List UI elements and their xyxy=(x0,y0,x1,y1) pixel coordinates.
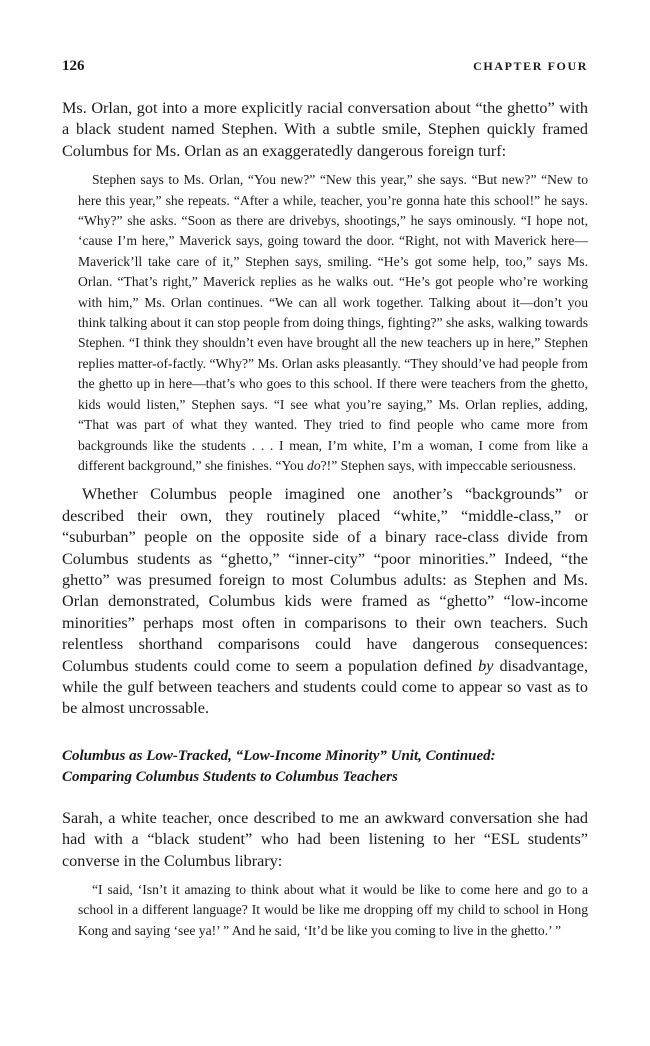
running-head xyxy=(62,58,588,80)
paragraph-text-end: disadvantage, while the gulf between teachers and students could come to appear so vast as to be almost uncrossable. xyxy=(62,656,588,718)
section-heading-line-2: Comparing Columbus Students to Columbus Teachers xyxy=(62,768,398,785)
quote-text: Stephen says to Ms. Orlan, “You new?” “New this year,” she says. “But new?” “New to here this year,” she repeats. “After a while, teacher, you’re gonna hate this school!” he says. “Why?” she asks. “Soon as there are drivebys, shootings,” he says ominously. “I hope not, ‘cause I’m here,” Maverick says, going toward the door. “Right, not with Maverick here—Maverick’ll take care of it,” Stephen says, smiling. “He’s got some help, too,” says Ms. Orlan. “That’s right,” Maverick replies as he walks out. “He’s got people who’re working with him,” Ms. Orlan continues. “We can all work together. Talking about it—don’t you think talking about it can stop people from doing things, fighting?” she asks, walking towards Stephen. “I think they shouldn’t even have brought all the new teachers up in here,” Stephen replies matter-of-factly. “Why?” Ms. Orlan asks pleasantly. “They should’ve had people from the ghetto up in here—that’s who goes to this school. If there were teachers from the ghetto, kids would listen,” Stephen says. “I see what you’re saying,” Ms. Orlan replies, adding, “That was part of what they wanted. They tried to find people who came more from backgrounds like the students . . . I mean, I’m white, I’m a woman, I come from like a different background,” she finishes. “You xyxy=(78,172,588,473)
block-quote-stephen xyxy=(78,170,588,476)
block-quote-sarah: “I said, ‘Isn’t it amazing to think about what it would be like to come here and go to a school in a different language? It would be like me dropping off my child to school in Hong Kong and saying ‘see ya!’ ” And he said, ‘It’d be like you coming to live in the ghetto.’ ” xyxy=(78,882,588,938)
section-heading xyxy=(62,746,588,788)
paragraph-sarah: Sarah, a white teacher, once described to me an awkward conversation she had had with a “black student” who had been listening to her “ESL students” converse in the Columbus library: xyxy=(62,808,588,870)
paragraph-emphasis: by xyxy=(478,656,494,675)
section-heading-line-1: Columbus as Low-Tracked, “Low-Income Minority” Unit, Continued: xyxy=(62,747,496,764)
chapter-title: CHAPTER FOUR xyxy=(473,59,588,73)
quote-text-end: ?!” Stephen says, with impeccable seriousness. xyxy=(320,457,577,473)
paragraph-continued: Ms. Orlan, got into a more explicitly racial conversation about “the ghetto” with a black student named Stephen. With a subtle smile, Stephen quickly framed Columbus for Ms. Orlan as an exaggeratedly dangerous foreign turf: xyxy=(62,99,588,160)
book-page xyxy=(62,58,588,949)
quote-emphasis: do xyxy=(307,457,321,473)
paragraph-backgrounds xyxy=(62,484,588,719)
page-number: 126 xyxy=(62,58,85,74)
paragraph-text: Whether Columbus people imagined one another’s “backgrounds” or described their own, they routinely placed “white,” “middle-class,” or “suburban” people on the opposite side of a binary race-class divide from Columbus students as “ghetto,” “inner-city” “poor minorities.” Indeed, “the ghetto” was presumed foreign to most Columbus adults: as Stephen and Ms. Orlan demonstrated, Columbus kids were framed as “ghetto” “low-income minorities” perhaps most often in comparisons to their own teachers. Such relentless shorthand comparisons could have dangerous consequences: Columbus students could come to seem a population defined xyxy=(62,485,588,675)
